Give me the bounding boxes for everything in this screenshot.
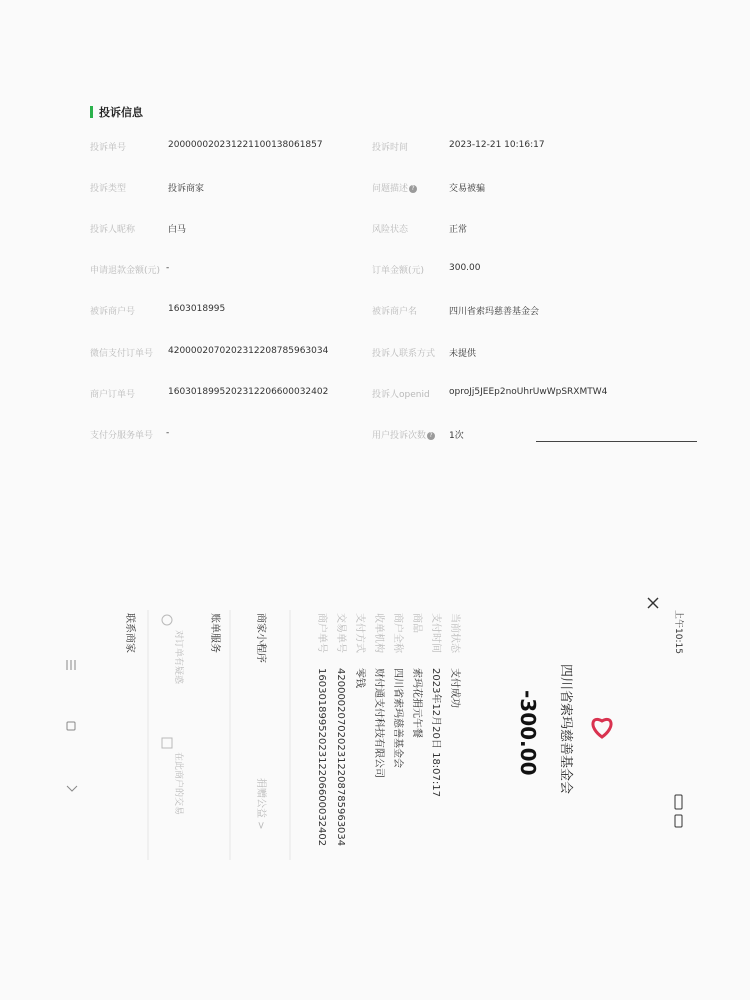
battery-icon xyxy=(675,795,682,827)
field-label: 商户订单号 xyxy=(90,390,136,400)
field-label-text: 问题描述 xyxy=(372,184,409,194)
field-label: 投诉类型 xyxy=(90,184,127,194)
receipt-field-value: 支付成功 xyxy=(449,668,460,708)
field-value: 200000020231221100138061857 xyxy=(168,140,323,150)
same-merchant-link[interactable]: 在此商户的交易 xyxy=(173,752,183,816)
field-value: 交易被骗 xyxy=(449,184,486,194)
receipt-field-value: 1603018995202312206600032402 xyxy=(316,668,327,847)
contact-merchant-button[interactable]: 联系商家 xyxy=(124,613,135,653)
payment-amount: -300.00 xyxy=(516,690,540,776)
field-value: 4200002070202312208785963034 xyxy=(168,346,329,356)
field-value: 1次 xyxy=(449,431,464,441)
field-value: 未提供 xyxy=(449,349,477,359)
help-icon[interactable]: ? xyxy=(409,185,417,193)
receipt-field-label: 商品 xyxy=(411,613,422,633)
receipt-field-label: 商户全称 xyxy=(392,613,403,653)
merchant-name: 四川省索玛慈善基金会 xyxy=(558,664,573,795)
receipt-field-label: 商户单号 xyxy=(316,613,327,653)
field-value: 300.00 xyxy=(449,263,481,273)
field-label: 支付分服务单号 xyxy=(90,431,154,441)
field-label: 投诉时间 xyxy=(372,143,409,153)
field-label: 投诉人openid xyxy=(372,390,430,400)
field-value: 四川省索玛慈善基金会 xyxy=(449,307,540,317)
receipt-field-value: 零钱 xyxy=(354,668,365,688)
field-label: 投诉单号 xyxy=(90,143,127,153)
menu-icon[interactable] xyxy=(67,660,75,670)
transactions-icon xyxy=(162,738,172,748)
order-question-link[interactable]: 对订单有疑惑 xyxy=(173,630,183,685)
receipt-field-label: 收单机构 xyxy=(373,613,384,653)
field-value: 2023-12-21 10:16:17 xyxy=(449,140,545,150)
field-label: 申请退款金额(元) xyxy=(90,266,161,276)
field-value: oproJj5JEEp2noUhrUwWpSRXMTW4 xyxy=(449,387,608,397)
field-label: 投诉人昵称 xyxy=(90,225,136,235)
field-label: 被诉商户号 xyxy=(90,307,136,317)
field-value: 投诉商家 xyxy=(168,184,205,194)
close-icon[interactable] xyxy=(648,598,658,608)
receipt-field-value: 四川省索玛慈善基金会 xyxy=(392,668,403,768)
field-value: - xyxy=(166,428,170,438)
receipt-field-label: 交易单号 xyxy=(335,613,346,653)
receipt-field-label: 当前状态 xyxy=(449,613,460,653)
field-value: 160301899520231220660003240​2 xyxy=(168,387,329,397)
field-value: 白马 xyxy=(168,225,187,235)
receipt-field-value: 4200002070202312208785963034 xyxy=(335,668,346,847)
receipt-field-value: 索玛花捐元午餐 xyxy=(411,668,422,738)
receipt-field-value: 2023年12月20日 18:07:17 xyxy=(430,668,441,797)
receipt-field-label: 支付时间 xyxy=(430,613,441,653)
field-value: 正常 xyxy=(449,225,468,235)
field-value: - xyxy=(166,263,170,273)
complaint-section-label: 投诉信息 xyxy=(99,106,143,119)
receipt-field-label: 支付方式 xyxy=(354,613,365,653)
field-label: 微信支付订单号 xyxy=(90,349,154,359)
field-label: 订单金额(元) xyxy=(372,266,425,276)
field-label: 风险状态 xyxy=(372,225,409,235)
field-value: 1603018995 xyxy=(168,304,226,314)
field-label-text: 用户投诉次数 xyxy=(372,431,427,441)
bill-service-label: 账单服务 xyxy=(209,613,220,653)
field-label: 被诉商户名 xyxy=(372,307,418,317)
receipt-field-value: 财付通支付科技有限公司 xyxy=(373,668,384,778)
mini-program-link[interactable]: 捐赠公益 > xyxy=(255,778,266,830)
mini-program-label: 商家小程序 xyxy=(255,613,266,663)
home-icon[interactable] xyxy=(67,722,75,730)
question-icon xyxy=(162,615,172,625)
back-icon[interactable] xyxy=(67,786,77,791)
field-label: 投诉人联系方式 xyxy=(372,349,436,359)
help-icon[interactable]: ? xyxy=(427,432,435,440)
charity-logo-icon xyxy=(593,719,611,737)
status-time: 上午10:15 xyxy=(673,610,683,654)
